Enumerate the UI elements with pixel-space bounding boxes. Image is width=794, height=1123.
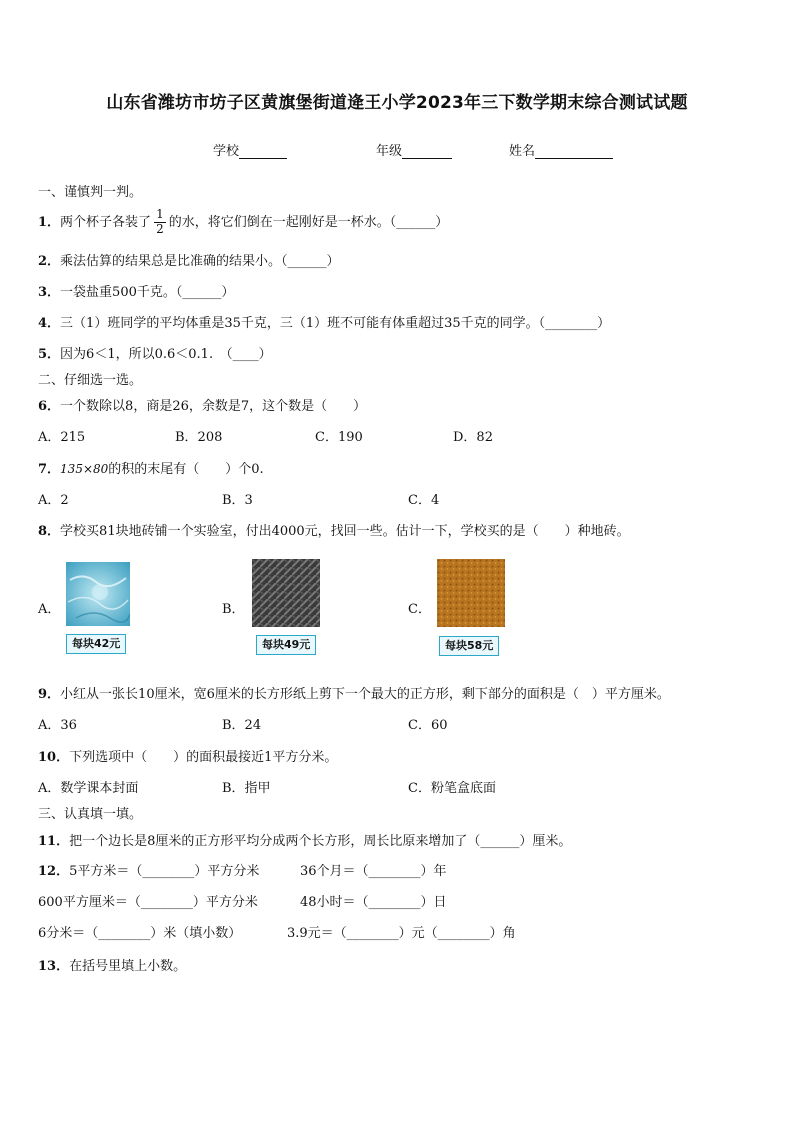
question-text: 因为6＜1，所以0.6＜0.1. （____） [60, 347, 272, 362]
question-3 [38, 281, 234, 300]
name-blank[interactable] [535, 144, 613, 159]
conversion-item: 3.9元＝（________）元（________）角 [287, 926, 516, 941]
fraction-one-half [154, 208, 166, 237]
math-expression: 135×80 [60, 462, 109, 476]
conversion-item: 48小时＝（________）日 [300, 895, 447, 910]
question-8 [38, 520, 630, 539]
option-c[interactable]: C．60 [408, 718, 448, 733]
question-text: 把一个边长是8厘米的正方形平均分成两个长方形，周长比原来增加了（______）厘米。 [69, 834, 572, 849]
question-10 [38, 746, 337, 765]
question-number: 8． [38, 524, 61, 539]
conversion-item: 36个月＝（________）年 [300, 864, 447, 879]
question-number: 9． [38, 687, 61, 702]
school-label: 学校 [213, 144, 240, 159]
option-c[interactable]: C．粉笔盒底面 [408, 781, 496, 796]
section-heading-3: 三、认真填一填。 [38, 807, 143, 822]
grade-label: 年级 [376, 144, 403, 159]
question-text: 学校买81块地砖铺一个实验室，付出4000元，找回一些。估计一下，学校买的是（ ）种地砖。 [60, 524, 630, 539]
question-13 [38, 955, 186, 974]
option-a[interactable]: A．2 [38, 493, 69, 508]
option-b[interactable]: B．208 [175, 430, 223, 445]
option-a[interactable]: A．215 [38, 430, 86, 445]
question-text-post: 的水，将它们倒在一起刚好是一杯水。（______） [168, 214, 449, 230]
price-tag-c: 每块58元 [439, 636, 499, 656]
option-c[interactable]: C．4 [408, 493, 440, 508]
option-c[interactable]: C．190 [315, 430, 363, 445]
question-number: 13． [38, 959, 70, 974]
question-text: 的积的末尾有（ ）个0. [108, 462, 264, 477]
question-number: 5． [38, 347, 61, 362]
option-a[interactable]: A．36 [38, 718, 77, 733]
question-number: 7． [38, 462, 61, 477]
question-4 [38, 312, 610, 331]
conversion-item: 5平方米＝（________）平方分米 [69, 864, 260, 879]
school-blank[interactable] [239, 144, 287, 159]
question-5 [38, 343, 272, 362]
question-text: 一袋盐重500千克。（______） [60, 285, 235, 300]
question-text: 下列选项中（ ）的面积最接近1平方分米。 [69, 750, 338, 765]
conversion-item: 6分米＝（________）米（填小数） [38, 926, 242, 941]
question-1 [38, 208, 448, 237]
question-number: 10． [38, 750, 70, 765]
option-a[interactable]: A．数学课本封面 [38, 781, 139, 796]
orange-cork-tile-image [437, 559, 505, 627]
question-6 [38, 395, 366, 414]
question-text: 乘法估算的结果总是比准确的结果小。（______） [60, 254, 340, 269]
option-b[interactable]: B．24 [222, 718, 262, 733]
price-tag-b: 每块49元 [256, 635, 316, 655]
blue-marble-tile-image [66, 562, 130, 626]
name-label: 姓名 [509, 144, 536, 159]
question-number: 6． [38, 399, 61, 414]
grade-field [376, 140, 452, 159]
option-b-label[interactable]: B． [222, 602, 245, 617]
question-number: 1． [38, 214, 61, 230]
fraction-denominator: 2 [156, 221, 164, 236]
gray-herringbone-tile-image [252, 559, 320, 627]
question-12-row-3 [38, 922, 241, 941]
section-heading-1: 一、谨慎判一判。 [38, 185, 143, 200]
question-text: 小红从一张长10厘米，宽6厘米的长方形纸上剪下一个最大的正方形，剩下部分的面积是（ ）平方厘米。 [60, 687, 670, 702]
price-tag-a: 每块42元 [66, 634, 126, 654]
option-d[interactable]: D．82 [453, 430, 493, 445]
conversion-item: 600平方厘米＝（________）平方分米 [38, 895, 258, 910]
question-12-row-1 [38, 860, 259, 879]
question-text: 在括号里填上小数。 [69, 959, 187, 974]
question-number: 11． [38, 834, 70, 849]
question-text-pre: 两个杯子各装了 [60, 214, 152, 230]
question-11 [38, 830, 571, 849]
question-12-row-2 [38, 891, 258, 910]
question-2 [38, 250, 340, 269]
section-heading-2: 二、仔细选一选。 [38, 373, 143, 388]
question-7 [38, 458, 264, 477]
option-c-label[interactable]: C． [408, 602, 431, 617]
question-number: 12． [38, 864, 70, 879]
question-text: 一个数除以8，商是26，余数是7，这个数是（ ） [60, 399, 367, 414]
question-number: 2． [38, 254, 61, 269]
exam-title: 山东省潍坊市坊子区黄旗堡街道逄王小学2023年三下数学期末综合测试试题 [106, 93, 688, 113]
question-number: 4． [38, 316, 61, 331]
school-field [213, 140, 287, 159]
name-field [509, 140, 613, 159]
option-b[interactable]: B．3 [222, 493, 253, 508]
option-b[interactable]: B．指甲 [222, 781, 271, 796]
question-text: 三（1）班同学的平均体重是35千克，三（1）班不可能有体重超过35千克的同学。（________） [60, 316, 611, 331]
fraction-numerator: 1 [156, 207, 164, 221]
question-9 [38, 683, 670, 702]
option-a-label[interactable]: A． [38, 602, 61, 617]
grade-blank[interactable] [402, 144, 452, 159]
question-number: 3． [38, 285, 61, 300]
